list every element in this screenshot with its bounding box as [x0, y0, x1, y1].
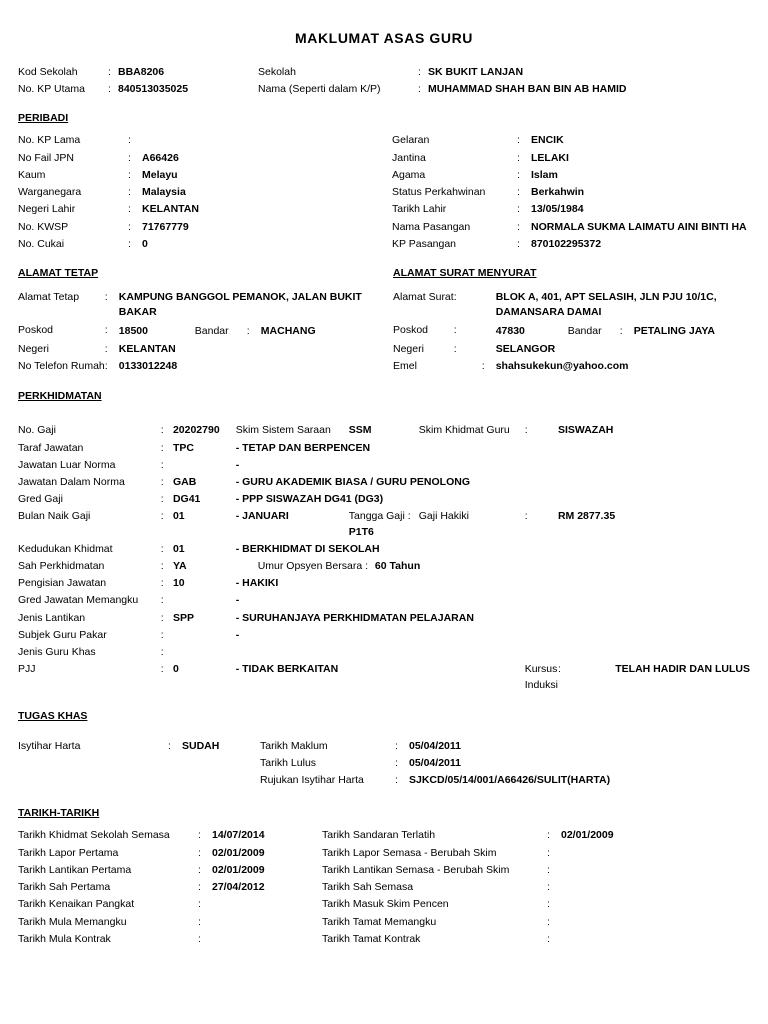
alamat-tetap-bandar-value: MACHANG [260, 324, 316, 337]
alamat-tetap-poskod-label: Poskod [18, 323, 54, 336]
perkhidmatan-extra1-label-0: Skim Sistem Saraan [235, 424, 331, 437]
tangga-gaji-value: P1T6 [348, 525, 374, 538]
tarikh-left-value-6 [212, 931, 322, 948]
colon: : [395, 757, 398, 769]
tarikh-left-value-2: 02/01/2009 [212, 863, 265, 876]
tugas-khas-value-2: SJKCD/05/14/001/A66426/SULIT(HARTA) [409, 774, 611, 787]
alamat-tetap-label: Alamat Tetap [18, 291, 80, 304]
colon: : [517, 203, 520, 216]
perkhidmatan-label-7: Sah Perkhidmatan [18, 560, 105, 573]
perkhidmatan-value-0: 20202790 [172, 424, 220, 437]
peribadi-right-label-5: Nama Pasangan [392, 220, 471, 233]
peribadi-left-value-1: A66426 [142, 151, 179, 164]
colon: : [160, 542, 164, 555]
colon: : [160, 663, 164, 676]
telefon-row [18, 358, 393, 375]
colon: : [160, 441, 164, 454]
colon: : [104, 342, 108, 355]
colon: : [481, 360, 485, 373]
isytihar-harta-label: Isytihar Harta [18, 739, 81, 752]
tarikh-left-value-0: 14/07/2014 [212, 829, 265, 842]
peribadi-right-value-1: LELAKI [531, 151, 569, 164]
peribadi-right-label-2: Agama [392, 168, 426, 181]
colon: : [198, 932, 201, 945]
colon: : [128, 168, 131, 181]
perkhidmatan-row [18, 457, 750, 474]
perkhidmatan-row [18, 440, 750, 457]
colon: : [198, 863, 201, 876]
tarikh-right-value-2 [561, 862, 750, 879]
peribadi-right-value-5: NORMALA SUKMA LAIMATU AINI BINTI HA [531, 220, 747, 233]
colon: : [104, 323, 108, 336]
perkhidmatan-label-10: Jenis Lantikan [18, 611, 86, 624]
tugas-khas-label-0: Tarikh Maklum [260, 739, 328, 752]
header-right-value-1: MUHAMMAD SHAH BAN BIN AB HAMID [428, 83, 627, 96]
peribadi-left-label-5: No. KWSP [18, 220, 69, 233]
colon: : [517, 220, 520, 233]
isytihar-row [18, 738, 750, 755]
colon: : [128, 220, 131, 233]
peribadi-row [18, 167, 750, 184]
colon: : [160, 594, 164, 607]
perkhidmatan-value-7: YA [172, 560, 187, 573]
tangga-gaji-label: Tangga Gaji [348, 510, 405, 523]
alamat-surat-poskod-value: 47830 [495, 324, 525, 337]
colon: : [128, 134, 131, 147]
perkhidmatan-row [18, 592, 750, 609]
colon: : [547, 863, 550, 876]
perkhidmatan-label-1: Taraf Jawatan [18, 441, 84, 454]
perkhidmatan-table [18, 410, 750, 694]
tarikh-right-value-6 [561, 931, 750, 948]
colon: : [547, 846, 550, 859]
colon: : [517, 168, 520, 181]
perkhidmatan-value-1: TPC [172, 441, 194, 454]
alamat-tetap-telefon-value: 0133012248 [118, 360, 178, 373]
tugas-khas-row [18, 755, 750, 772]
alamat-tetap-value: KAMPUNG BANGGOL PEMANOK, JALAN BUKIT BAKAR [118, 291, 362, 319]
tarikh-row [18, 862, 750, 879]
section-heading-tarikh-tarikh: TARIKH-TARIKH [18, 807, 100, 820]
peribadi-row [18, 201, 750, 218]
perkhidmatan-row [18, 474, 750, 491]
colon: : [168, 739, 171, 752]
colon: : [104, 291, 108, 304]
alamat-tetap-negeri-label: Negeri [18, 342, 49, 355]
tugas-khas-value-0: 05/04/2011 [409, 739, 461, 752]
alamat-tetap-negeri-value: KELANTAN [118, 342, 176, 355]
tarikh-right-label-1: Tarikh Lapor Semasa - Berubah Skim [322, 846, 497, 859]
perkhidmatan-desc-13: - TIDAK BERKAITAN [235, 663, 339, 676]
colon: : [547, 898, 550, 911]
colon: : [160, 510, 164, 523]
colon: : [108, 66, 111, 78]
peribadi-left-label-1: No Fail JPN [18, 151, 75, 164]
perkhidmatan-desc-9: - [235, 594, 240, 607]
peribadi-left-label-3: Warganegara [18, 186, 82, 199]
perkhidmatan-row [18, 644, 750, 661]
alamat-surat-table [393, 289, 750, 375]
poskod-cell [496, 322, 750, 341]
tarikh-table [18, 827, 750, 948]
colon: : [246, 324, 250, 337]
perkhidmatan-extra1-label-5 [349, 508, 419, 540]
perkhidmatan-value-13: 0 [172, 663, 179, 676]
page-title: MAKLUMAT ASAS GURU [294, 30, 473, 46]
colon: : [418, 83, 421, 96]
colon: : [418, 66, 421, 78]
alamat-surat-emel-label: Emel [393, 360, 417, 373]
perkhidmatan-row [18, 661, 750, 693]
peribadi-left-value-3: Malaysia [142, 186, 186, 199]
perkhidmatan-desc-4: - PPP SISWAZAH DG41 (DG3) [235, 493, 384, 506]
header-left-value-0: BBA8206 [118, 66, 165, 78]
perkhidmatan-value-12 [173, 644, 236, 661]
tarikh-right-label-5: Tarikh Tamat Memangku [322, 915, 437, 928]
tarikh-left-label-6: Tarikh Mula Kontrak [18, 932, 111, 945]
colon: : [395, 774, 398, 787]
tarikh-right-value-4 [561, 896, 750, 913]
colon: : [453, 342, 457, 355]
perkhidmatan-desc-12 [236, 644, 616, 661]
poskod-row [393, 322, 750, 341]
tugas-khas-table [18, 738, 750, 790]
peribadi-right-label-1: Jantina [392, 151, 426, 164]
perkhidmatan-value-11 [173, 627, 236, 644]
colon: : [524, 510, 528, 523]
perkhidmatan-value-5: 01 [172, 510, 185, 523]
section-heading-perkhidmatan: PERKHIDMATAN [18, 390, 102, 403]
colon: : [407, 510, 411, 523]
header-right-label-1: Nama (Seperti dalam K/P) [258, 83, 381, 96]
colon: : [108, 83, 111, 96]
colon: : [160, 560, 164, 573]
tarikh-right-value-3 [561, 879, 750, 896]
perkhidmatan-value-8: 10 [172, 577, 185, 590]
alamat-tetap-bandar-label: Bandar [194, 324, 229, 337]
colon: : [160, 424, 164, 437]
peribadi-table [18, 132, 750, 253]
tarikh-left-value-3: 27/04/2012 [212, 881, 265, 894]
colon: : [128, 186, 131, 199]
perkhidmatan-label-8: Pengisian Jawatan [18, 577, 107, 590]
colon: : [160, 577, 164, 590]
perkhidmatan-row [18, 558, 750, 575]
tarikh-right-label-2: Tarikh Lantikan Semasa - Berubah Skim [322, 863, 510, 876]
perkhidmatan-value-3: GAB [172, 475, 197, 488]
colon: : [547, 829, 550, 842]
perkhidmatan-value-6: 01 [172, 542, 185, 555]
colon: : [517, 186, 520, 199]
colon: : [547, 881, 550, 894]
peribadi-left-value-6: 0 [142, 237, 148, 250]
colon: : [547, 915, 550, 928]
colon: : [517, 134, 520, 147]
perkhidmatan-row [18, 508, 750, 540]
alamat-surat-negeri-value: SELANGOR [495, 342, 556, 355]
peribadi-row [18, 184, 750, 201]
tarikh-left-label-3: Tarikh Sah Pertama [18, 881, 111, 894]
tarikh-row [18, 827, 750, 844]
alamat-surat-bandar-value: PETALING JAYA [633, 324, 716, 337]
alamat-surat-value: BLOK A, 401, APT SELASIH, JLN PJU 10/1C, DAMANSARA DAMAI [495, 291, 717, 319]
tarikh-right-label-0: Tarikh Sandaran Terlatih [322, 829, 436, 842]
peribadi-left-value-4: KELANTAN [142, 203, 199, 216]
colon: : [128, 203, 131, 216]
alamat-content-row [18, 288, 750, 376]
perkhidmatan-label-9: Gred Jawatan Memangku [18, 594, 139, 607]
alamat-tetap-telefon-label: No Telefon Rumah [18, 360, 105, 373]
alamat-surat-bandar-label: Bandar [567, 324, 602, 337]
peribadi-right-value-3: Berkahwin [531, 186, 585, 199]
alamat-surat-poskod-label: Poskod [393, 323, 429, 336]
alamat-surat-label: Alamat Surat [393, 291, 454, 304]
tarikh-left-label-2: Tarikh Lantikan Pertama [18, 863, 132, 876]
colon: : [198, 829, 201, 842]
perkhidmatan-desc-3: - GURU AKADEMIK BIASA / GURU PENOLONG [235, 475, 471, 488]
header-left-value-1: 840513035025 [118, 83, 189, 96]
colon: : [517, 237, 520, 250]
tarikh-left-label-4: Tarikh Kenaikan Pangkat [18, 898, 135, 911]
perkhidmatan-extra2-label-5: Gaji Hakiki [418, 510, 469, 523]
peribadi-left-value-0 [142, 132, 392, 149]
perkhidmatan-value-10: SPP [172, 611, 194, 624]
tarikh-left-label-5: Tarikh Mula Memangku [18, 915, 127, 928]
alamat-block [18, 265, 750, 376]
alamat-row [393, 289, 750, 321]
peribadi-right-value-4: 13/05/1984 [531, 203, 584, 216]
colon: : [160, 493, 164, 506]
negeri-row [393, 341, 750, 358]
perkhidmatan-row [18, 627, 750, 644]
peribadi-right-label-0: Gelaran [392, 134, 430, 147]
perkhidmatan-desc-11: - [235, 628, 240, 641]
tarikh-row [18, 845, 750, 862]
perkhidmatan-label-2: Jawatan Luar Norma [18, 458, 116, 471]
peribadi-right-label-4: Tarikh Lahir [392, 203, 447, 216]
peribadi-right-label-3: Status Perkahwinan [392, 186, 486, 199]
spacer [18, 410, 750, 422]
section-heading-alamat-tetap: ALAMAT TETAP [18, 266, 99, 279]
tarikh-row [18, 931, 750, 948]
negeri-row [18, 341, 393, 358]
colon: : [128, 237, 131, 250]
kursus-induksi-label: Kursus Induksi [524, 663, 558, 691]
perkhidmatan-row [18, 422, 750, 439]
header-right-label-0: Sekolah [258, 66, 296, 78]
colon: : [160, 611, 164, 624]
perkhidmatan-desc-6: - BERKHIDMAT DI SEKOLAH [235, 542, 380, 555]
perkhidmatan-extra2-value-0: SISWAZAH [557, 424, 614, 437]
perkhidmatan-desc-8: - HAKIKI [235, 577, 279, 590]
umur-opsyen-value: 60 Tahun [374, 560, 421, 573]
tarikh-right-value-5 [561, 914, 750, 931]
peribadi-left-label-0: No. KP Lama [18, 134, 81, 147]
section-heading-tugas-khas: TUGAS KHAS [18, 709, 88, 722]
header-row [18, 64, 750, 81]
alamat-tetap-table [18, 289, 393, 375]
kursus-induksi-value: TELAH HADIR DAN LULUS [615, 663, 750, 676]
tarikh-left-value-5 [212, 914, 322, 931]
tugas-khas-label-1: Tarikh Lulus [260, 757, 317, 769]
colon: : [453, 291, 457, 304]
perkhidmatan-extra1-7 [236, 558, 616, 575]
peribadi-right-value-0: ENCIK [531, 134, 564, 147]
perkhidmatan-row [18, 541, 750, 558]
colon: : [198, 881, 201, 894]
alamat-tetap-poskod-value: 18500 [118, 324, 148, 337]
tarikh-left-label-1: Tarikh Lapor Pertama [18, 846, 119, 859]
tarikh-left-value-1: 02/01/2009 [212, 846, 265, 859]
colon: : [198, 915, 201, 928]
colon: : [517, 151, 520, 164]
tarikh-left-value-4 [212, 896, 322, 913]
perkhidmatan-value-9 [173, 592, 236, 609]
isytihar-harta-value: SUDAH [182, 739, 220, 752]
header-block [18, 64, 750, 98]
perkhidmatan-extra2-value-5: RM 2877.35 [557, 510, 616, 523]
tarikh-row [18, 914, 750, 931]
colon: : [128, 151, 131, 164]
peribadi-left-label-6: No. Cukai [18, 237, 65, 250]
colon: : [160, 475, 164, 488]
peribadi-left-label-4: Negeri Lahir [18, 203, 76, 216]
peribadi-left-value-5: 71767779 [142, 220, 189, 233]
tarikh-right-label-6: Tarikh Tamat Kontrak [322, 932, 421, 945]
alamat-row [18, 289, 393, 321]
colon: : [198, 846, 201, 859]
perkhidmatan-label-11: Subjek Guru Pakar [18, 628, 107, 641]
peribadi-right-value-2: Islam [531, 168, 558, 181]
perkhidmatan-extra2-label-0: Skim Khidmat Guru [418, 424, 510, 437]
colon: : [547, 932, 550, 945]
colon: : [557, 663, 561, 676]
tarikh-left-label-0: Tarikh Khidmat Sekolah Semasa [18, 829, 170, 842]
perkhidmatan-value-2 [173, 457, 236, 474]
colon: : [453, 323, 457, 336]
colon: : [198, 898, 201, 911]
perkhidmatan-label-3: Jawatan Dalam Norma [18, 475, 125, 488]
colon: : [619, 324, 623, 337]
peribadi-row [18, 132, 750, 149]
perkhidmatan-desc-5: - JANUARI [235, 510, 289, 523]
emel-row [393, 358, 750, 375]
perkhidmatan-desc-2: - [235, 458, 240, 471]
peribadi-row [18, 236, 750, 253]
perkhidmatan-value-4: DG41 [172, 493, 201, 506]
umur-opsyen-label: Umur Opsyen Bersara [257, 560, 363, 573]
tarikh-right-value-0: 02/01/2009 [561, 829, 614, 842]
colon: : [365, 560, 368, 573]
alamat-surat-emel-value: shahsukekun@yahoo.com [495, 360, 629, 373]
tarikh-right-label-4: Tarikh Masuk Skim Pencen [322, 898, 449, 911]
perkhidmatan-row [18, 610, 750, 627]
header-left-label-0: Kod Sekolah [18, 66, 78, 78]
perkhidmatan-label-12: Jenis Guru Khas [18, 646, 96, 659]
perkhidmatan-label-13: PJJ [18, 663, 36, 676]
colon: : [395, 739, 398, 752]
colon: : [160, 646, 164, 659]
perkhidmatan-label-5: Bulan Naik Gaji [18, 510, 91, 523]
poskod-cell [119, 322, 393, 341]
alamat-surat-negeri-label: Negeri [393, 342, 424, 355]
tugas-khas-row [18, 772, 750, 789]
perkhidmatan-row [18, 575, 750, 592]
peribadi-row [18, 219, 750, 236]
perkhidmatan-desc-10: - SURUHANJAYA PERKHIDMATAN PELAJARAN [235, 611, 474, 624]
peribadi-left-value-2: Melayu [142, 168, 178, 181]
colon: : [160, 628, 164, 641]
perkhidmatan-row [18, 491, 750, 508]
section-heading-peribadi: PERIBADI [18, 112, 69, 125]
peribadi-right-value-6: 870102295372 [531, 237, 602, 250]
tarikh-right-label-3: Tarikh Sah Semasa [322, 881, 414, 894]
peribadi-row [18, 150, 750, 167]
perkhidmatan-label-0: No. Gaji [18, 424, 56, 437]
tugas-khas-value-1: 05/04/2011 [409, 757, 461, 769]
poskod-row [18, 322, 393, 341]
peribadi-right-label-6: KP Pasangan [392, 237, 457, 250]
header-right-value-0: SK BUKIT LANJAN [428, 66, 524, 78]
perkhidmatan-extra1-value-0: SSM [348, 424, 372, 437]
colon: : [104, 360, 108, 373]
tarikh-right-value-1 [561, 845, 750, 862]
perkhidmatan-label-4: Gred Gaji [18, 493, 63, 506]
header-row [18, 81, 750, 98]
alamat-heading-row [18, 265, 750, 288]
colon: : [524, 424, 528, 437]
tarikh-row [18, 896, 750, 913]
peribadi-left-label-2: Kaum [18, 168, 46, 181]
tarikh-row [18, 879, 750, 896]
colon: : [160, 458, 164, 471]
section-heading-alamat-surat: ALAMAT SURAT MENYURAT [393, 266, 537, 279]
header-left-label-1: No. KP Utama [18, 83, 85, 96]
tugas-khas-label-2: Rujukan Isytihar Harta [260, 774, 364, 787]
perkhidmatan-label-6: Kedudukan Khidmat [18, 542, 113, 555]
perkhidmatan-desc-1: - TETAP DAN BERPENCEN [235, 441, 371, 454]
